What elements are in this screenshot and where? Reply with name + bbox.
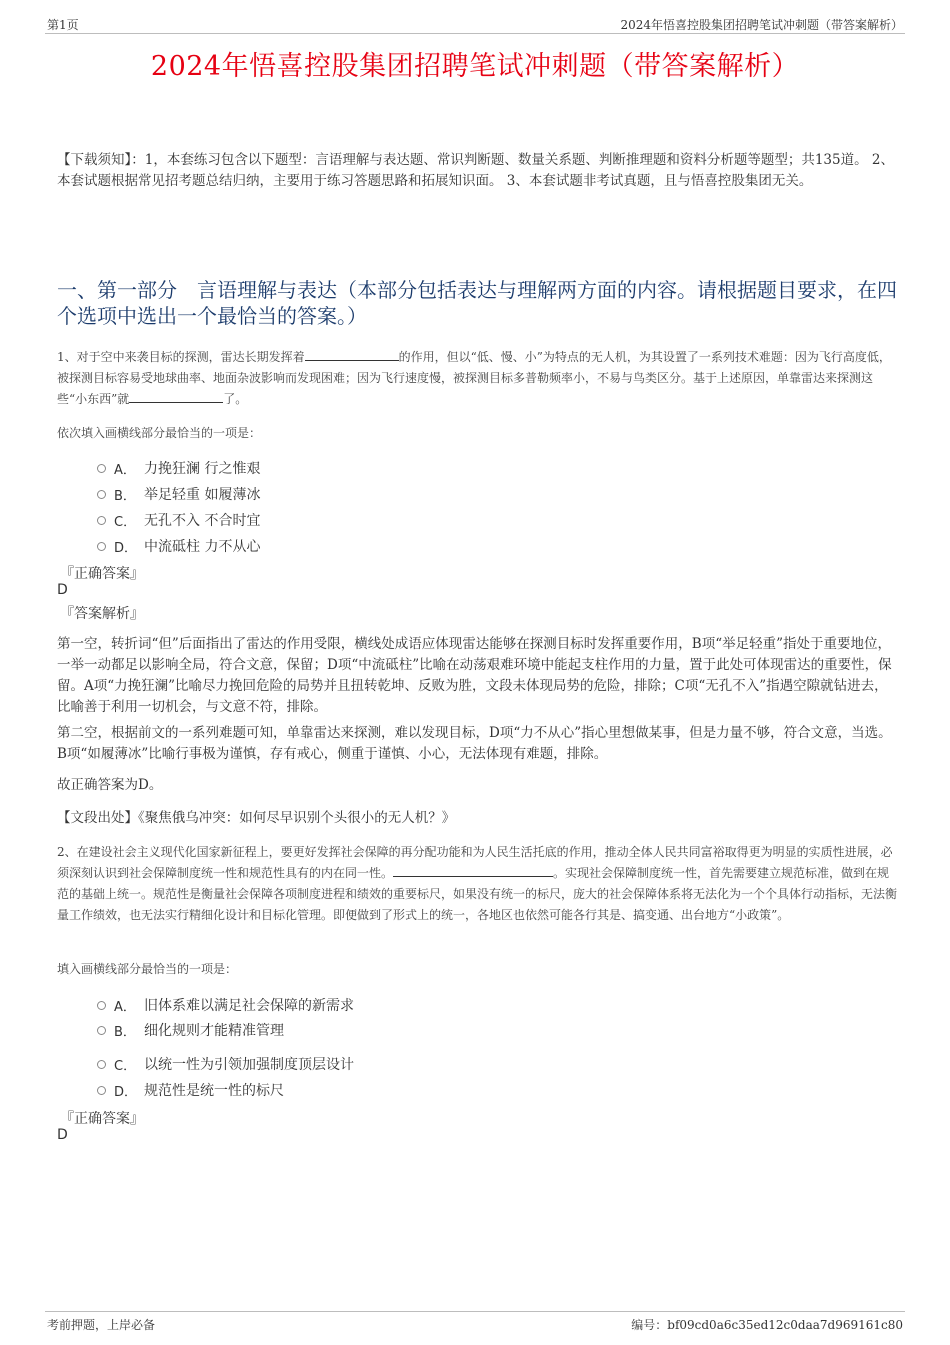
header-doc-title: 2024年悟喜控股集团招聘笔试冲刺题（带答案解析） bbox=[620, 18, 903, 32]
question-2-text bbox=[57, 842, 899, 926]
radio-icon[interactable] bbox=[97, 490, 106, 499]
question-1-option-b[interactable] bbox=[97, 484, 260, 504]
page-number: 第1页 bbox=[47, 18, 79, 32]
question-1-text-part-a: 1、对于空中来袭目标的探测，雷达长期发挥着 bbox=[57, 350, 305, 364]
fill-blank-3 bbox=[393, 864, 553, 877]
option-letter: D． bbox=[114, 1084, 138, 1100]
option-text: 以统一性为引领加强制度顶层设计 bbox=[144, 1057, 354, 1073]
question-2-answer: D bbox=[57, 1127, 68, 1143]
document-id: 编号：bf09cd0a6c35ed12c0daa7d969161c80 bbox=[631, 1318, 903, 1332]
fill-blank-1 bbox=[305, 348, 399, 361]
question-2-option-b[interactable] bbox=[97, 1020, 284, 1040]
radio-icon[interactable] bbox=[97, 542, 106, 551]
footer-slogan: 考前押题，上岸必备 bbox=[47, 1318, 156, 1332]
option-letter: C． bbox=[114, 514, 137, 530]
question-1-answer-label: 『正确答案』 bbox=[60, 566, 144, 582]
question-1-analysis-conclusion: 故正确答案为D。 bbox=[57, 777, 163, 793]
question-2-option-d[interactable] bbox=[97, 1080, 284, 1100]
option-text: 无孔不入 不合时宜 bbox=[144, 513, 261, 529]
option-text: 力挽狂澜 行之惟艰 bbox=[144, 461, 261, 477]
radio-icon[interactable] bbox=[97, 1086, 106, 1095]
question-2-option-c[interactable] bbox=[97, 1054, 354, 1074]
option-text: 旧体系难以满足社会保障的新需求 bbox=[144, 998, 354, 1014]
question-2-text-part-a: 2、在建设社会主义现代化国家新征程上，要更好发挥社会保障的再分配功能和为人民生活托底的作用，推动全体人民共同富裕取得更为明显的实质性进展，必须深刻认识到社会保障制度统一性和规范性具有的内在同一性。 bbox=[57, 845, 893, 880]
option-letter: B． bbox=[114, 1024, 136, 1040]
header-divider bbox=[45, 33, 905, 34]
section-heading: 一、第一部分 言语理解与表达（本部分包括表达与理解两方面的内容。请根据题目要求，在四个选项中选出一个最恰当的答案。） bbox=[57, 278, 897, 328]
option-text: 规范性是统一性的标尺 bbox=[144, 1083, 284, 1099]
option-letter: B． bbox=[114, 488, 136, 504]
option-text: 举足轻重 如履薄冰 bbox=[144, 487, 261, 503]
option-text: 中流砥柱 力不从心 bbox=[144, 539, 261, 555]
radio-icon[interactable] bbox=[97, 1060, 106, 1069]
question-2-text-part-b: 。实现社会保障制度统一性，首先需要建立规范标准，做到在规范的基础上统一。规范性是衡量社会保障各项制度进程和绩效的重要标尺，如果没有统一的标尺，庞大的社会保障体系将无法化为一个个具体行动指标，无法衡量工作绩效，也无法实行精细化设计和目标化管理。即便做到了形式上的统一，各地区也依然可能各行其是、搞变通、出台地方“小政策”。 bbox=[57, 866, 898, 922]
question-1-analysis-paragraph-1: 第一空，转折词“但”后面指出了雷达的作用受限，横线处成语应体现雷达能够在探测目标时发挥重要作用，B项“举足轻重”指处于重要地位，一举一动都足以影响全局，符合文意，保留；D项“中流砥柱”比喻在动荡艰难环境中能起支柱作用的力量，置于此处可体现雷达的重要性，保留。A项“力挽狂澜”比喻尽力挽回危险的局势并且扭转乾坤、反败为胜，文段未体现局势的危险，排除；C项“无孔不入”指遇空隙就钻进去，比喻善于利用一切机会，与文意不符，排除。 bbox=[57, 636, 892, 715]
question-1-option-d[interactable] bbox=[97, 536, 260, 556]
question-1-answer: D bbox=[57, 582, 68, 598]
question-1-text-part-b: 的作用，但以“低、慢、小”为特点的无人机，为其设置了一系列技术难题：因为飞行高度低，被探测目标容易受地球曲率、地面杂波影响而发现困难；因为飞行速度慢，被探测目标多普勒频率小，不易与鸟类区分。基于上述原因，单靠雷达来探测这些“小东西”就 bbox=[57, 350, 891, 406]
question-1-text-part-c: 了。 bbox=[223, 392, 248, 406]
question-1-analysis-paragraph-2: 第二空，根据前文的一系列难题可知，单靠雷达来探测，难以发现目标，D项“力不从心”指心里想做某事，但是力量不够，符合文意，当选。B项“如履薄冰”比喻行事极为谨慎，存有戒心，侧重于谨慎、小心，无法体现有难题，排除。 bbox=[57, 725, 892, 762]
question-2-option-a[interactable] bbox=[97, 995, 354, 1015]
question-1-prompt: 依次填入画横线部分最恰当的一项是： bbox=[57, 426, 262, 440]
question-1-option-c[interactable] bbox=[97, 510, 260, 530]
footer-divider bbox=[45, 1311, 905, 1312]
option-letter: C． bbox=[114, 1058, 137, 1074]
radio-icon[interactable] bbox=[97, 1026, 106, 1035]
question-1-analysis-label: 『答案解析』 bbox=[60, 606, 144, 622]
radio-icon[interactable] bbox=[97, 1001, 106, 1010]
option-text: 细化规则才能精准管理 bbox=[144, 1023, 284, 1039]
option-letter: A． bbox=[114, 999, 136, 1015]
question-2-prompt: 填入画横线部分最恰当的一项是： bbox=[57, 962, 238, 976]
question-1-text bbox=[57, 347, 899, 410]
page-title: 2024年悟喜控股集团招聘笔试冲刺题（带答案解析） bbox=[150, 51, 800, 82]
download-notice: 【下载须知】：1，本套练习包含以下题型：言语理解与表达题、常识判断题、数量关系题、判断推理题和资料分析题等题型；共135道。 2、本套试题根据常见招考题总结归纳，主要用于练习答题思路和拓展知识面。 3、本套试题非考试真题，且与悟喜控股集团无关。 bbox=[57, 152, 894, 189]
option-letter: A． bbox=[114, 462, 136, 478]
option-letter: D． bbox=[114, 540, 138, 556]
question-1-source: 【文段出处】《聚焦俄乌冲突：如何尽早识别个头很小的无人机？》 bbox=[57, 810, 456, 826]
radio-icon[interactable] bbox=[97, 516, 106, 525]
question-1-option-a[interactable] bbox=[97, 458, 260, 478]
fill-blank-2 bbox=[129, 390, 223, 403]
radio-icon[interactable] bbox=[97, 464, 106, 473]
question-2-answer-label: 『正确答案』 bbox=[60, 1111, 144, 1127]
